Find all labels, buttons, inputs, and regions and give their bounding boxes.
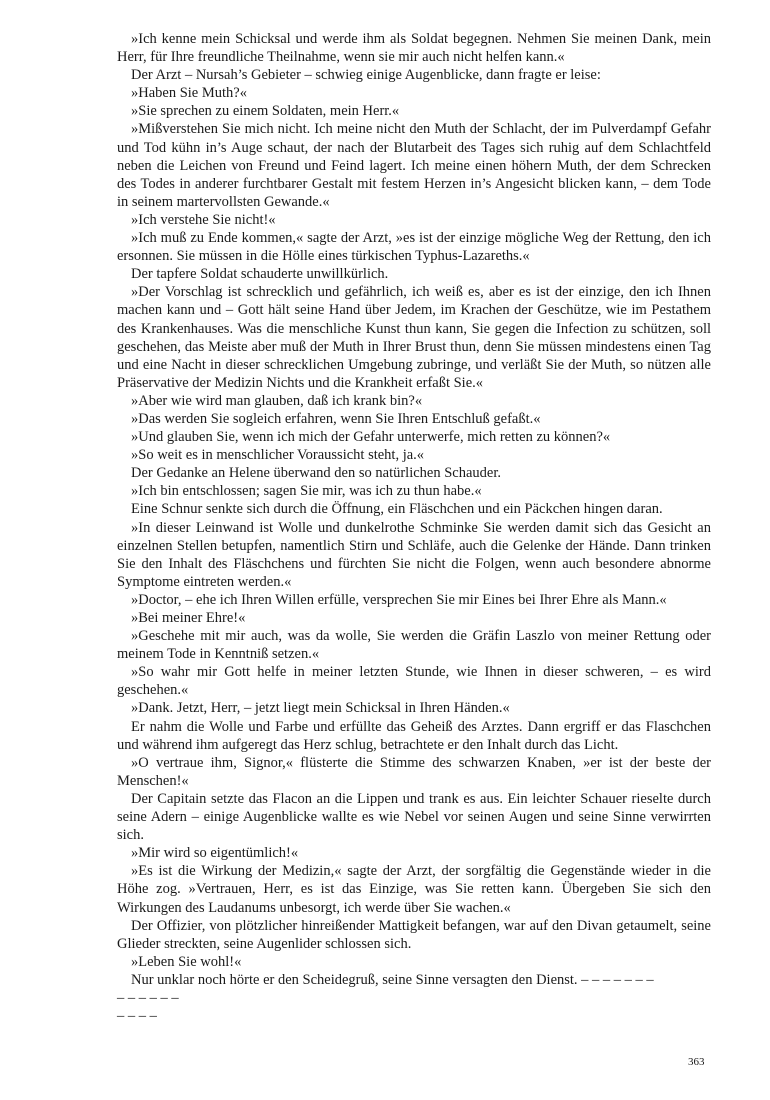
- paragraph: Er nahm die Wolle und Farbe und erfüllte das Geheiß des Arztes. Dann ergriff er das Flaschchen und während ihm aufgeregt das Herz schlug, betrachtete er den Inhalt durch das Licht.: [117, 718, 711, 753]
- dash-line: – – – –: [117, 1008, 157, 1025]
- page-number: 363: [688, 1056, 705, 1068]
- paragraph: »Aber wie wird man glauben, daß ich krank bin?«: [131, 392, 423, 409]
- paragraph: »Mißverstehen Sie mich nicht. Ich meine nicht den Muth der Schlacht, der im Pulverdampf Gefahr und Tod kühn in’s Auge schaut, der nach der Blutarbeit des Tages sich ruhig auf dem Schlachtfeld neben die Leichen von Freund und Feind lagert. Ich meine einen höhern Muth, der dem Schrecken des Todes in anderer furchtbarer Gestalt mit festem Herzen in’s Angesicht blicken kann, – dem Tode in seinem martervollsten Gewande.«: [117, 121, 711, 210]
- paragraph: »Ich bin entschlossen; sagen Sie mir, was ich zu thun habe.«: [131, 483, 482, 500]
- paragraph: »Es ist die Wirkung der Medizin,« sagte der Arzt, der sorgfältig die Gegenstände wieder in die Höhe zog. »Vertrauen, Herr, es ist das Einzige, was Sie retten kann. Übergeben Sie sich den Wirkungen des Laudanums unbesorgt, ich werde über Sie wachen.«: [117, 863, 711, 916]
- page-text: [117, 30, 711, 1025]
- paragraph: »Sie sprechen zu einem Soldaten, mein Herr.«: [131, 103, 400, 120]
- paragraph: Nur unklar noch hörte er den Scheidegruß, seine Sinne versagten den Dienst. – – – – – – –: [131, 971, 654, 988]
- paragraph: »Geschehe mit mir auch, was da wolle, Sie werden die Gräfin Laszlo von meiner Rettung oder meinem Tode in Kenntniß setzen.«: [117, 628, 711, 663]
- paragraph: »Doctor, – ehe ich Ihren Willen erfülle, versprechen Sie mir Eines bei Ihrer Ehre als Mann.«: [131, 591, 667, 608]
- paragraph: »Und glauben Sie, wenn ich mich der Gefahr unterwerfe, mich retten zu können?«: [131, 429, 611, 446]
- paragraph: »Haben Sie Muth?«: [131, 85, 247, 102]
- paragraph: Der Capitain setzte das Flacon an die Lippen und trank es aus. Ein leichter Schauer rieselte durch seine Adern – einige Augenblicke wallte es wie Nebel vor seinen Augen und seine Sinne verwirrten sich.: [117, 790, 711, 844]
- paragraph: »In dieser Leinwand ist Wolle und dunkelrothe Schminke Sie werden damit sich das Gesicht an einzelnen Stellen betupfen, namentlich Stirn und Schläfe, auch die Gelenke der Hände. Dann trinken Sie den Inhalt des Fläschchens und fürchten Sie nicht die Folgen, wenn auch besondere abnorme Symptome eintreten werden.«: [117, 519, 711, 590]
- paragraph: Eine Schnur senkte sich durch die Öffnung, ein Fläschchen und ein Päckchen hingen daran.: [131, 501, 663, 518]
- paragraph: »Dank. Jetzt, Herr, – jetzt liegt mein Schicksal in Ihren Händen.«: [131, 700, 510, 717]
- paragraph: Der Offizier, von plötzlicher hinreißender Mattigkeit befangen, war auf den Divan getaumelt, seine Glieder streckten, seine Augenlider schlossen sich.: [117, 917, 711, 952]
- paragraph: »Ich kenne mein Schicksal und werde ihm als Soldat begegnen. Nehmen Sie meinen Dank, mein Herr, für Ihre freundliche Theilnahme, wenn sie mir auch nicht helfen kann.«: [117, 31, 711, 66]
- paragraph: Der tapfere Soldat schauderte unwillkürlich.: [131, 266, 389, 283]
- paragraph: Der Arzt – Nursah’s Gebieter – schwieg einige Augenblicke, dann fragte er leise:: [131, 67, 601, 84]
- dash-line: – – – – – –: [117, 989, 179, 1006]
- paragraph: »Der Vorschlag ist schrecklich und gefährlich, ich weiß es, aber es ist der einzige, den ich Ihnen machen kann und – Gott hält seine Hand über Jedem, im Krachen der Geschütze, wie im Pestathem des Krankenhauses. Was die menschliche Kunst thun kann, Sie gegen die Infection zu schützen, soll geschehen, das Meiste aber muß der Muth in Ihrer Brust thun, denn Sie müssen mindestens einen Tag und eine Nacht in dieser schrecklichen Umgebung zubringe, und verläßt Sie der Muth, so nützen alle Präservative der Medizin Nichts und die Krankheit erfaßt Sie.«: [117, 284, 711, 391]
- paragraph: »Ich muß zu Ende kommen,« sagte der Arzt, »es ist der einzige mögliche Weg der Rettung, den ich ersonnen. Sie müssen in die Hölle eines türkischen Typhus-Lazareths.«: [117, 230, 711, 265]
- paragraph: »Bei meiner Ehre!«: [131, 610, 246, 626]
- paragraph: »O vertraue ihm, Signor,« flüsterte die Stimme des schwarzen Knaben, »er ist der beste der Menschen!«: [117, 754, 711, 789]
- paragraph: »Mir wird so eigentümlich!«: [131, 845, 299, 862]
- paragraph: »So weit es in menschlicher Voraussicht steht, ja.«: [131, 447, 425, 464]
- paragraph: »So wahr mir Gott helfe in meiner letzten Stunde, wie Ihnen in dieser schweren, – es wird geschehen.«: [117, 664, 711, 699]
- paragraph: Der Gedanke an Helene überwand den so natürlichen Schauder.: [131, 465, 502, 482]
- paragraph: »Ich verstehe Sie nicht!«: [131, 211, 276, 228]
- paragraph: »Leben Sie wohl!«: [131, 953, 242, 970]
- paragraph: »Das werden Sie sogleich erfahren, wenn Sie Ihren Entschluß gefaßt.«: [131, 410, 541, 427]
